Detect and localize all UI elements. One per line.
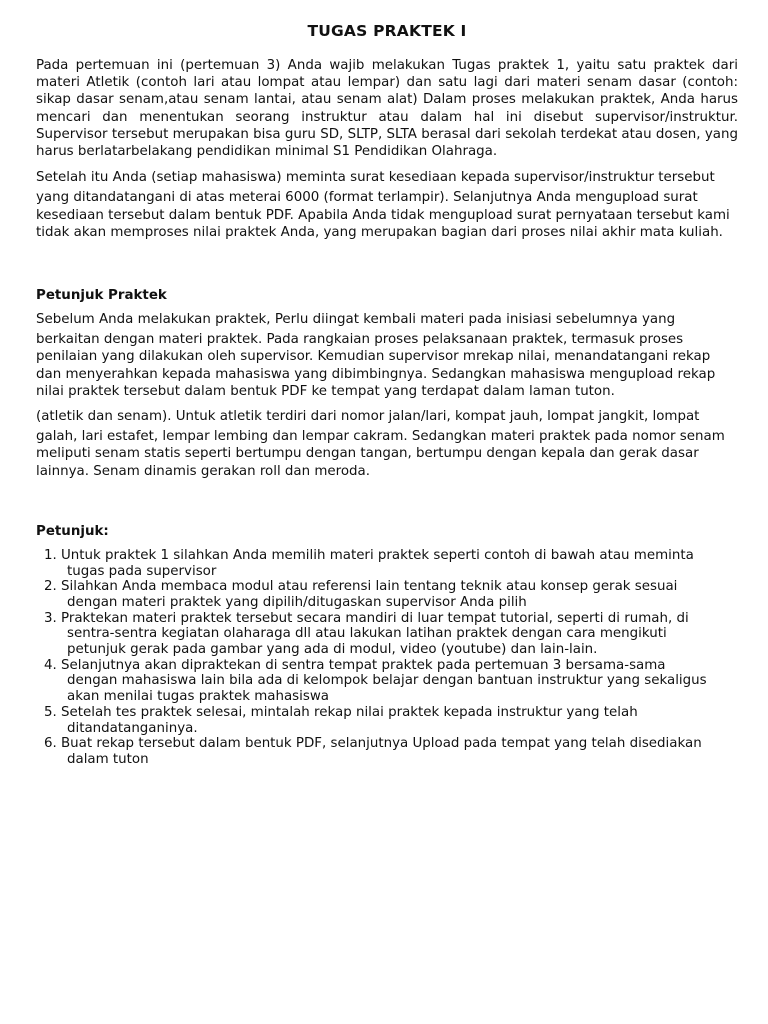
petunjuk-steps-list <box>36 548 738 768</box>
intro-paragraph-2-rest: yang ditandatangani di atas meterai 6000 (format terlampir). Selanjutnya Anda mengupload surat kesediaan tersebut dalam bentuk PDF. Apabila Anda tidak mengupload surat pernyataan tersebut kami tidak akan memproses nilai praktek Anda, yang merupakan bagian dari proses nilai akhir mata kuliah. <box>36 190 730 240</box>
petunjuk-praktek-paragraph-1 <box>36 311 738 400</box>
petunjuk-praktek-paragraph-2-rest: galah, lari estafet, lempar lembing dan lempar cakram. Sedangkan materi praktek pada nomor senam meliputi senam statis seperti bertumpu dengan tangan, bertumpu dengan kepala dan gerak dasar lainnya. Senam dinamis gerakan roll dan meroda. <box>36 429 725 479</box>
step-text-line: Praktekan materi praktek tersebut secara mandiri di luar tempat tutorial, seperti di rumah, di <box>61 610 689 626</box>
petunjuk-praktek-paragraph-1-first-line: Sebelum Anda melakukan praktek, Perlu diingat kembali materi pada inisiasi sebelumnya yang <box>36 312 676 328</box>
step-item <box>36 658 738 705</box>
step-text-line: dengan materi praktek yang dipilih/ditugaskan supervisor Anda pilih <box>67 594 527 610</box>
step-number: 5. <box>44 704 57 720</box>
document-title: TUGAS PRAKTEK I <box>307 22 467 40</box>
step-text-line: tugas pada supervisor <box>67 563 217 579</box>
petunjuk-praktek-paragraph-1-rest: berkaitan dengan materi praktek. Pada rangkaian proses pelaksanaan praktek, termasuk proses penilaian yang dilakukan oleh supervisor. Kemudian supervisor mrekap nilai, menandatangani rekap dan menyerahkan kepada mahasiswa yang dibimbingnya. Sedangkan mahasiswa mengupload rekap nilai praktek tersebut dalam bentuk PDF ke tempat yang terdapat dalam laman tuton. <box>36 332 716 399</box>
step-text-line: Silahkan Anda membaca modul atau referensi lain tentang teknik atau konsep gerak sesuai <box>61 579 678 595</box>
step-text-line: petunjuk gerak pada gambar yang ada di modul, video (youtube) dan lain-lain. <box>67 642 598 658</box>
step-number: 6. <box>44 736 57 752</box>
step-text-line: Buat rekap tersebut dalam bentuk PDF, selanjutnya Upload pada tempat yang telah disediakan <box>61 736 702 752</box>
step-number: 1. <box>44 547 57 563</box>
step-text-line: dalam tuton <box>67 752 149 767</box>
step-text-line: akan menilai tugas praktek mahasiswa <box>67 689 329 705</box>
step-text-line: Setelah tes praktek selesai, mintalah rekap nilai praktek kepada instruktur yang telah <box>61 704 638 720</box>
step-number: 2. <box>44 579 57 595</box>
intro-paragraph-2 <box>36 169 738 241</box>
step-number: 3. <box>44 610 57 626</box>
step-text-line: sentra-sentra kegiatan olaharaga dll atau lakukan latihan praktek dengan cara mengikuti <box>67 626 667 642</box>
petunjuk-praktek-heading: Petunjuk Praktek <box>36 288 167 304</box>
step-item <box>36 611 738 658</box>
step-text-line: dengan mahasiswa lain bila ada di kelompok belajar dengan bantuan instruktur yang sekaligus <box>67 673 707 689</box>
step-item <box>36 579 738 610</box>
step-number: 4. <box>44 657 57 673</box>
step-item <box>36 705 738 736</box>
petunjuk-praktek-paragraph-2-first-line: (atletik dan senam). Untuk atletik terdiri dari nomor jalan/lari, kompat jauh, lompat jangkit, lompat <box>36 409 700 425</box>
intro-paragraph-2-first-line: Setelah itu Anda (setiap mahasiswa) meminta surat kesediaan kepada supervisor/instruktur tersebut <box>36 170 715 186</box>
petunjuk-heading: Petunjuk: <box>36 523 109 539</box>
step-text-line: Selanjutnya akan dipraktekan di sentra tempat praktek pada pertemuan 3 bersama-sama <box>61 657 666 673</box>
petunjuk-praktek-paragraph-2 <box>36 408 738 480</box>
intro-paragraph-1: Pada pertemuan ini (pertemuan 3) Anda wajib melakukan Tugas praktek 1, yaitu satu praktek dari materi Atletik (contoh lari atau lompat atau lempar) dan satu lagi dari materi senam dasar (contoh: sikap dasar senam,atau senam lantai, atau senam alat) Dalam proses melakukan praktek, Anda harus mencari dan menentukan seorang instruktur atau dalam hal ini disebut supervisor/instruktur. Supervisor tersebut merupakan bisa guru SD, SLTP, SLTA berasal dari sekolah terdekat atau dosen, yang harus berlatarbelakang pendidikan minimal S1 Pendidikan Olahraga. <box>36 58 738 160</box>
step-text-line: Untuk praktek 1 silahkan Anda memilih materi praktek seperti contoh di bawah atau meminta <box>61 547 694 563</box>
document-page <box>36 22 738 768</box>
step-item <box>36 548 738 579</box>
step-text-line: ditandatanganinya. <box>67 720 198 736</box>
step-item <box>36 736 738 767</box>
